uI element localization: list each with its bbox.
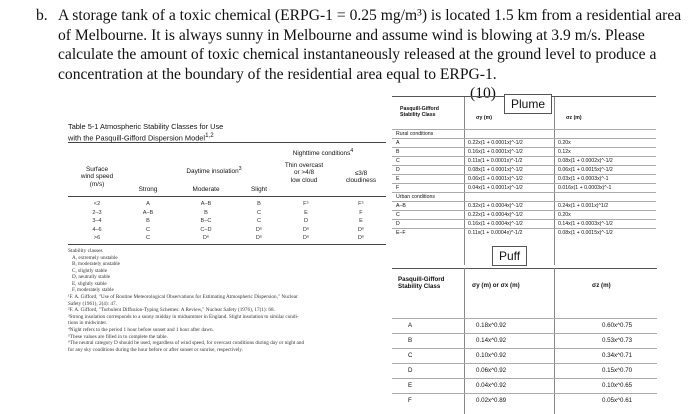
- head-thin-overcast: Thin overcast or >4/8 low cloud: [284, 162, 324, 184]
- table-cell: A–B: [200, 201, 212, 207]
- plume-row: [392, 156, 656, 165]
- footnote-line: ²F. A. Gifford, "Turbulent Diffusion-Typing Schemes: A Review," Nuclear Safety (1976), 17(1): 68.: [68, 307, 275, 314]
- puff-sz: 0.05x^0.61: [602, 397, 633, 404]
- stability-class-item: F, moderately stable: [72, 287, 114, 293]
- table-cell: <2: [93, 201, 101, 207]
- plume-sy: 0.32x(1 + 0.0004x)^-1/2: [468, 203, 523, 209]
- table-caption: Table 5-1 Atmospheric Stability Classes for Use with the Pasquill-Gifford Dispersion Model$^{1,2}$: [68, 122, 224, 143]
- puff-row: [392, 333, 657, 347]
- table-cell: E: [359, 218, 363, 225]
- plume-head-sz: σz (m): [566, 115, 582, 121]
- table-cell: A–B: [142, 209, 154, 216]
- plume-class: B: [396, 149, 400, 155]
- plume-row: [392, 210, 656, 219]
- plume-title: Plume: [504, 94, 552, 114]
- table-cell: 2–3: [92, 209, 102, 216]
- head-cloudiness: ≤3/8 cloudiness: [345, 170, 377, 185]
- plume-sy: 0.22x(1 + 0.0001x)^-1/2: [468, 140, 523, 146]
- puff-sz: 0.10x^0.65: [602, 382, 633, 389]
- plume-sz: 0.20x: [558, 212, 571, 218]
- plume-row: [392, 219, 656, 228]
- table-cell: D⁶: [302, 235, 310, 242]
- plume-row: [392, 147, 656, 156]
- table-cell: A: [146, 201, 150, 207]
- table-cell: 4–6: [92, 226, 102, 233]
- puff-class: D: [408, 367, 413, 374]
- puff-title: Puff: [492, 246, 527, 266]
- table-rule: [68, 244, 386, 245]
- plume-sy: 0.08x(1 + 0.0001x)^-1/2: [468, 167, 523, 173]
- head-slight: Slight: [251, 186, 267, 193]
- table-cell: F⁵: [358, 201, 364, 207]
- footnote-line: for any sky conditions during the hour before or after sunset or sunrise, respectively.: [68, 346, 243, 353]
- puff-class: B: [408, 337, 413, 344]
- puff-row: [392, 378, 657, 392]
- table-cell: D⁶: [357, 226, 365, 233]
- puff-sz: 0.53x^0.73: [602, 337, 633, 344]
- plume-class: C: [396, 212, 400, 218]
- plume-class: F: [396, 185, 400, 191]
- table-cell: F: [359, 209, 363, 216]
- question-block: [36, 6, 688, 102]
- question-marks: (10): [470, 85, 496, 102]
- head-moderate: Moderate: [192, 186, 220, 193]
- table-cell: D⁶: [202, 235, 210, 242]
- table-cell: C: [145, 235, 151, 242]
- plume-class: D: [396, 167, 400, 173]
- plume-row: [392, 165, 656, 174]
- table-cell: C–D: [200, 226, 212, 233]
- plume-sz: 0.14x(1 + 0.0003x)^-1/2: [558, 221, 613, 227]
- plume-sy: 0.11x(1 + 0.0004x)^-1/2: [468, 230, 523, 236]
- stability-class-item: C, slightly stable: [72, 267, 108, 274]
- table-cell: C: [145, 226, 151, 233]
- head-surface: Surface wind speed (m/s): [80, 166, 114, 188]
- plume-rural-label: [392, 129, 656, 138]
- plume-table: [392, 96, 656, 264]
- puff-class: E: [408, 382, 413, 389]
- footnote-line: ¹F. A. Gifford, "Use of Routine Meteorological Observations for Estimating Atmospheric Dispersion," Nuclear: [68, 294, 298, 300]
- plume-row: [392, 201, 656, 210]
- plume-class: A: [396, 140, 400, 146]
- table-cell: C: [256, 209, 262, 216]
- puff-sxy: 0.06x^0.92: [476, 367, 507, 374]
- puff-row: [392, 363, 657, 377]
- head-strong: Strong: [138, 186, 158, 193]
- puff-sxy: 0.02x^0.89: [476, 397, 507, 404]
- puff-sxy: 0.18x^0.92: [476, 322, 507, 329]
- plume-sz: 0.12x: [558, 149, 571, 155]
- table-cell: D⁶: [255, 235, 263, 242]
- stability-class-item: E, slightly stable: [72, 280, 107, 287]
- puff-class: C: [408, 352, 413, 359]
- puff-table: [392, 246, 657, 414]
- table-cell: 3–4: [92, 218, 102, 225]
- table-cell: D⁶: [255, 226, 263, 233]
- plume-class: C: [396, 158, 400, 164]
- plume-sy: 0.16x(1 + 0.0004x)^-1/2: [468, 221, 523, 227]
- puff-row: [392, 348, 657, 362]
- footnote-line: ³Strong insolation corresponds to a sunny midday in midsummer in England. Slight insolation to similar condi-: [68, 313, 299, 320]
- stability-title: Stability classes: [68, 248, 103, 254]
- footnote-line: ⁶The neutral category D should be used, regardless of wind speed, for overcast conditions during day or night and: [68, 340, 305, 347]
- puff-sxy: 0.10x^0.92: [476, 352, 507, 359]
- question-number: b.: [36, 7, 48, 24]
- puff-sxy: 0.04x^0.92: [476, 382, 507, 389]
- plume-sz: 0.20x: [558, 140, 571, 146]
- puff-sz: 0.60x^0.75: [602, 322, 633, 329]
- footnote-line: Safety (1961), 2(4): 47.: [68, 300, 117, 307]
- footnote-line: ⁵These values are filled in to complete the table.: [68, 333, 168, 340]
- table-cell: D⁶: [302, 226, 310, 233]
- plume-urban-label: [392, 192, 656, 201]
- plume-sz: 0.08x(1 + 0.0015x)^-1/2: [558, 230, 613, 236]
- head-nighttime: Nighttime conditions$^4$: [292, 148, 354, 158]
- table-cell: B–C: [200, 218, 212, 225]
- plume-class: E: [396, 176, 400, 182]
- plume-row: [392, 183, 656, 192]
- plume-row: [392, 174, 656, 183]
- plume-sy: 0.04x(1 + 0.0001x)^-1/2: [468, 185, 523, 191]
- puff-row: [392, 318, 657, 332]
- footnote-line: tions in midwinter.: [68, 320, 108, 327]
- plume-class: A–B: [396, 203, 406, 209]
- table-cell: >6: [93, 235, 101, 242]
- puff-class: A: [408, 322, 413, 329]
- footnote-line: ⁴Night refers to the period 1 hour before sunset and 1 hour after dawn.: [68, 327, 214, 333]
- table-cell: B: [146, 218, 150, 225]
- plume-head-class: Pasquill-Gifford Stability Class: [400, 106, 439, 118]
- plume-sz: 0.016x(1 + 0.0003x)^-1: [558, 185, 612, 191]
- question-text: A storage tank of a toxic chemical (ERPG-1 = 0.25 mg/m³) is located 1.5 km from a residential area of Melbourne. It is always sunny in Melbourne and assume wind is blowing at 3.9 m/s. Please calculate the amount of toxic chemical instantaneously released at the ground level to produce a concentration at the boundary of the residential area equal to ERPG-1.: [58, 7, 682, 83]
- stability-class-item: B, moderately unstable: [72, 261, 120, 268]
- plume-sy: 0.22x(1 + 0.0004x)^-1/2: [468, 212, 523, 218]
- plume-row: [392, 228, 656, 237]
- table-cell: D: [303, 218, 309, 225]
- table-rule: [68, 196, 386, 197]
- stability-class-item: D, neutrally stable: [72, 274, 111, 281]
- puff-row: [392, 393, 657, 407]
- table-cell: E: [304, 209, 308, 216]
- puff-sxy: 0.14x^0.92: [476, 337, 507, 344]
- plume-sz: 0.08x(1 + 0.0002x)^-1/2: [558, 158, 613, 164]
- head-daytime: Daytime insolation$^3$: [186, 166, 242, 176]
- puff-head-sz: σz (m): [592, 282, 611, 289]
- plume-sz: 0.24x(1 + 0.001x)^1/2: [558, 203, 609, 209]
- plume-class: E–F: [396, 230, 406, 236]
- plume-urban-label-text: Urban conditions: [396, 194, 435, 200]
- puff-sz: 0.15x^0.70: [602, 367, 633, 374]
- plume-head-sy: σy (m): [476, 115, 492, 121]
- plume-sy: 0.16x(1 + 0.0001x)^-1/2: [468, 149, 523, 155]
- plume-class: D: [396, 221, 400, 227]
- plume-sy: 0.11x(1 + 0.0001x)^-1/2: [468, 158, 523, 164]
- table-cell: B: [204, 209, 208, 216]
- stability-class-table: [64, 112, 387, 414]
- plume-sy: 0.06x(1 + 0.0001x)^-1/2: [468, 176, 523, 182]
- table-rule: [68, 142, 386, 143]
- table-cell: C: [256, 218, 262, 225]
- plume-sz: 0.06x(1 + 0.0015x)^-1/2: [558, 167, 613, 173]
- plume-row: [392, 138, 656, 147]
- table-cell: D⁶: [357, 235, 365, 242]
- puff-head-sxy: σy (m) or σx (m): [472, 282, 520, 289]
- stability-class-item: A, extremely unstable: [72, 255, 118, 261]
- puff-class: F: [408, 397, 412, 404]
- plume-sz: 0.03x(1 + 0.0003x)^-1: [558, 176, 609, 182]
- puff-sz: 0.34x^0.71: [602, 352, 633, 359]
- plume-rural-label-text: Rural conditions: [396, 131, 434, 137]
- puff-head-class: Pasquill-Gifford Stability Class: [398, 276, 445, 290]
- table-cell: F⁵: [303, 201, 309, 207]
- table-cell: B: [257, 201, 261, 207]
